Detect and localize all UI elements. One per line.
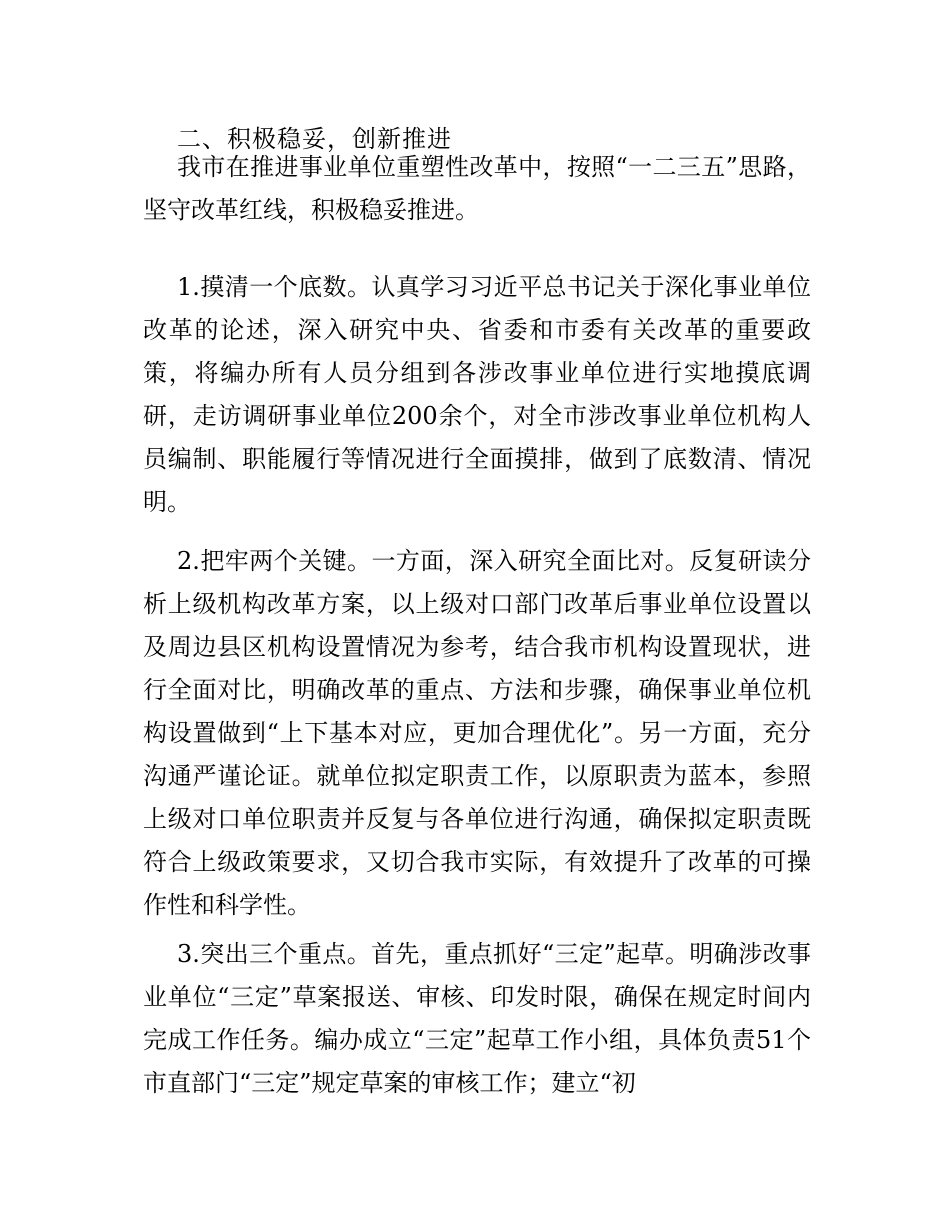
- paragraph-item-1: 1.摸清一个底数。认真学习习近平总书记关于深化事业单位改革的论述，深入研究中央、省委和市委有关改革的重要政策，将编办所有人员分组到各涉改事业单位进行实地摸底调研，走访调研事业单位200余个，对全市涉改事业单位机构人员编制、职能履行等情况进行全面摸排，做到了底数清、情况明。: [143, 273, 811, 516]
- paragraph-item-3: 3.突出三个重点。首先，重点抓好“三定”起草。明确涉改事业单位“三定”草案报送、审核、印发时限，确保在规定时间内完成工作任务。编办成立“三定”起草工作小组，具体负责51个市直部门“三定”规定草案的审核工作；建立“初: [143, 940, 811, 1097]
- paragraph-item-2: 2.把牢两个关键。一方面，深入研究全面比对。反复研读分析上级机构改革方案，以上级对口部门改革后事业单位设置以及周边县区机构设置情况为参考，结合我市机构设置现状，进行全面对比，明确改革的重点、方法和步骤，确保事业单位机构设置做到“上下基本对应，更加合理优化”。另一方面，充分沟通严谨论证。就单位拟定职责工作，以原职责为蓝本，参照上级对口单位职责并反复与各单位进行沟通，确保拟定职责既符合上级政策要求，又切合我市实际，有效提升了改革的可操作性和科学性。: [143, 547, 811, 919]
- section-heading: 二、积极稳妥，创新推进: [177, 125, 452, 153]
- paragraph-intro: 我市在推进事业单位重塑性改革中，按照“一二三五”思路，坚守改革红线，积极稳妥推进。: [143, 153, 811, 224]
